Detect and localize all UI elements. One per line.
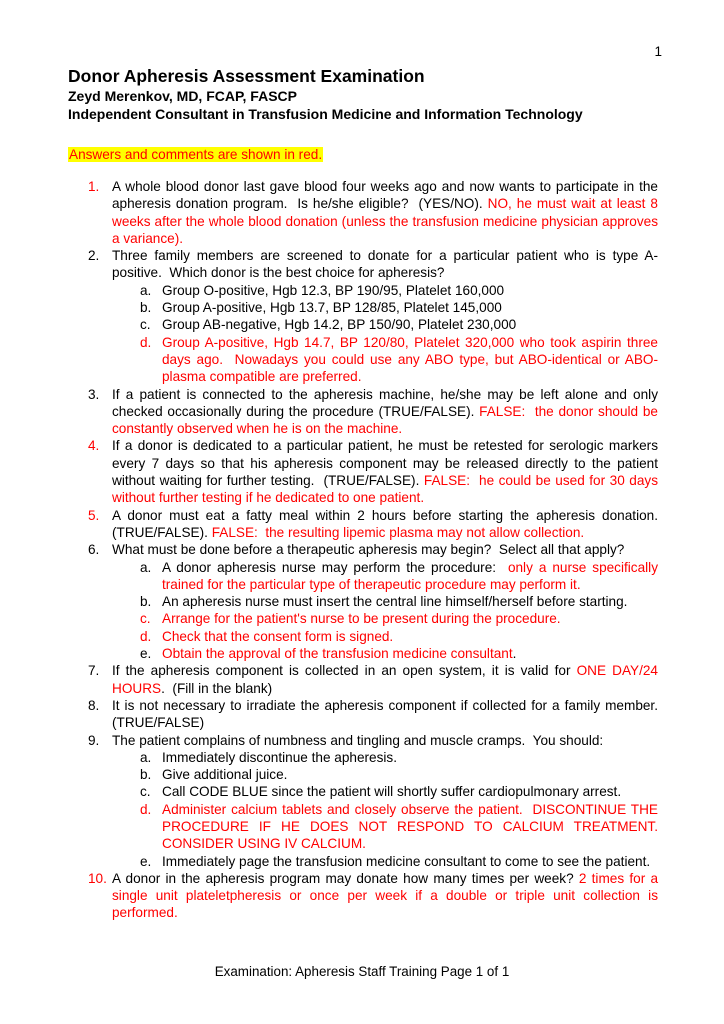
question-number: 3. <box>88 386 100 402</box>
option-letter: d. <box>140 801 152 817</box>
option-text <box>162 594 627 609</box>
option-text <box>162 802 666 852</box>
option-item <box>112 610 658 627</box>
option-text <box>162 767 287 782</box>
option-item <box>112 628 658 645</box>
question-item <box>68 386 662 438</box>
question-text <box>112 508 666 540</box>
options.4-text-segment-black: . <box>512 646 517 662</box>
option-letter: d. <box>140 628 152 644</box>
options.0-text-segment-black: Group O-positive, Hgb 12.3, BP 190/95, Platelet 160,000 <box>162 282 505 298</box>
option-item <box>112 645 658 662</box>
option-item <box>112 559 662 594</box>
document-author: Zeyd Merenkov, MD, FCAP, FASCP <box>68 88 297 104</box>
question-item <box>68 697 666 732</box>
question-text <box>112 542 624 557</box>
question-text-segment-black: If the apheresis component is collected in an open system, it is valid for <box>112 663 577 679</box>
options.2-text-segment-red: Arrange for the patient's nurse to be present during the procedure. <box>162 611 561 627</box>
question-text-segment-black: A donor in the apheresis program may donate how many times per week? <box>112 870 579 886</box>
option-text <box>162 629 393 644</box>
question-text <box>112 871 662 921</box>
question-number: 9. <box>88 732 100 748</box>
option-letter: d. <box>140 334 152 350</box>
option-text <box>162 335 662 385</box>
question-text <box>112 387 662 437</box>
option-item <box>112 749 658 766</box>
question-text-segment-black: If a donor is dedicated to a particular patient, he must be retested for serologic markers every 7 days so that his apheresis component may be released directly to the patient without waiting for further testing. (TRUE/FALSE). <box>112 438 662 489</box>
options.2-text-segment-black: Group AB-negative, Hgb 14.2, BP 150/90, Platelet 230,000 <box>162 317 517 333</box>
option-letter: a. <box>140 282 152 298</box>
question-item <box>68 662 662 697</box>
question-text-segment-black: What must be done before a therapeutic apheresis may begin? Select all that apply? <box>112 542 625 558</box>
question-text-segment-red: FALSE: the donor should be constantly observed when he is on the machine. <box>112 403 662 437</box>
questions-list <box>68 178 666 922</box>
option-text <box>162 750 397 765</box>
options.0-text-segment-red: only a nurse specifically trained for the particular type of therapeutic procedure may perform it. <box>162 559 662 592</box>
question-item <box>68 507 666 542</box>
options.4-text-segment-black: Immediately page the transfusion medicine consultant to come to see the patient. <box>162 853 651 869</box>
question-text <box>112 438 662 505</box>
option-letter: a. <box>140 749 152 765</box>
option-letter: b. <box>140 767 152 783</box>
question-text-segment-red: 2 times for a single unit plateletpheresis or once per week if a double or triple unit collection is performed. <box>112 870 662 921</box>
option-item <box>112 801 666 853</box>
question-text-segment-black: A whole blood donor last gave blood four weeks ago and now wants to participate in the apheresis donation program. Is he/she eligible? (YES/NO). <box>112 179 662 212</box>
option-text <box>162 283 504 298</box>
question-number: 4. <box>88 438 100 454</box>
answers-notice <box>68 146 323 164</box>
question-text-segment-red: ONE DAY/24 HOURS <box>112 663 662 696</box>
option-letter: b. <box>140 594 152 610</box>
page-number: 1 <box>654 44 662 59</box>
question-number: 6. <box>88 542 100 558</box>
question-text-segment-black: If a patient is connected to the apheresis machine, he/she may be left alone and only checked occasionally during the procedure (TRUE/FALSE). <box>112 386 662 419</box>
question-item <box>68 178 662 247</box>
question-item <box>68 437 662 506</box>
options.3-text-segment-red: Group A-positive, Hgb 14.7, BP 120/80, Platelet 320,000 who took aspirin three days ago. Nowadays you could use any ABO type, but ABO-identical or ABO-plasma compatible are preferred. <box>162 334 662 385</box>
page-footer: Examination: Apheresis Staff Training Page 1 of 1 <box>214 964 510 979</box>
options.3-text-segment-red: Administer calcium tablets and closely observe the patient. DISCONTINUE THE PROCEDURE IF HE DOES NOT RESPOND TO CALCIUM TREATMENT. CONSIDER USING IV CALCIUM. <box>162 801 666 852</box>
option-item <box>112 334 662 386</box>
question-text <box>112 733 603 748</box>
option-text <box>162 560 662 592</box>
option-text <box>162 317 516 332</box>
option-text <box>162 854 650 869</box>
question-item <box>68 732 666 870</box>
options.1-text-segment-black: Give additional juice. <box>162 767 288 783</box>
question-text-segment-black: . (Fill in the blank) <box>161 680 273 696</box>
option-text <box>162 646 516 661</box>
option-letter: e. <box>140 646 152 662</box>
question-item <box>68 541 662 662</box>
question-number: 7. <box>88 663 100 679</box>
options.0-text-segment-black: A donor apheresis nurse may perform the procedure: <box>162 559 508 575</box>
option-item <box>112 766 658 783</box>
option-item <box>112 316 658 333</box>
question-text-segment-black: Three family members are screened to donate for a particular patient who is type A-positive. Which donor is the best choice for apheresis? <box>112 248 658 281</box>
options.2-text-segment-black: Call CODE BLUE since the patient will shortly suffer cardiopulmonary arrest. <box>162 784 622 800</box>
question-number: 10. <box>88 870 107 886</box>
answers-notice-highlighted-text: Answers and comments are shown in red. <box>69 147 323 162</box>
question-text-segment-black: A donor must eat a fatty meal within 2 hours before starting the apheresis donation. (TRUE/FALSE). <box>112 507 666 540</box>
option-letter: c. <box>140 611 151 627</box>
question-number: 5. <box>88 507 100 523</box>
question-text-segment-black: It is not necessary to irradiate the apheresis component if collected for a family member. (TRUE/FALSE) <box>112 697 666 731</box>
question-item <box>68 870 662 922</box>
option-item <box>112 783 658 800</box>
options.0-text-segment-black: Immediately discontinue the apheresis. <box>162 749 397 765</box>
document-header <box>68 66 658 123</box>
question-text-segment-black: The patient complains of numbness and tingling and muscle cramps. You should: <box>112 732 604 748</box>
options.1-text-segment-black: An apheresis nurse must insert the central line himself/herself before starting. <box>162 594 628 610</box>
options.4-text-segment-red: Obtain the approval of the transfusion medicine consultant <box>162 646 513 662</box>
question-text-segment-red: FALSE: the resulting lipemic plasma may not allow collection. <box>211 524 585 540</box>
document-title: Donor Apheresis Assessment Examination <box>68 66 425 86</box>
question-number: 1. <box>88 179 100 194</box>
question-item <box>68 247 662 385</box>
question-text <box>112 248 658 280</box>
option-item <box>112 853 658 870</box>
question-text <box>112 179 662 246</box>
option-item <box>112 299 658 316</box>
question-number: 2. <box>88 248 100 264</box>
option-letter: b. <box>140 300 152 316</box>
option-letter: c. <box>140 317 151 333</box>
document-subtitle: Independent Consultant in Transfusion Medicine and Information Technology <box>68 106 583 122</box>
option-item <box>112 593 658 610</box>
question-number: 8. <box>88 697 100 713</box>
option-text <box>162 611 561 626</box>
options.1-text-segment-black: Group A-positive, Hgb 13.7, BP 128/85, Platelet 145,000 <box>162 300 502 316</box>
option-text <box>162 300 502 315</box>
option-text <box>162 784 621 799</box>
option-letter: a. <box>140 559 152 575</box>
question-text-segment-red: FALSE: he could be used for 30 days without further testing if he dedicated to one patient. <box>112 473 662 506</box>
option-item <box>112 282 658 299</box>
option-letter: e. <box>140 853 152 869</box>
option-letter: c. <box>140 784 151 800</box>
question-text-segment-red: NO, he must wait at least 8 weeks after the whole blood donation (unless the transfusion medicine physician approves a variance). <box>112 196 662 246</box>
options.3-text-segment-red: Check that the consent form is signed. <box>162 628 394 644</box>
question-text <box>112 663 662 695</box>
question-text <box>112 698 666 730</box>
